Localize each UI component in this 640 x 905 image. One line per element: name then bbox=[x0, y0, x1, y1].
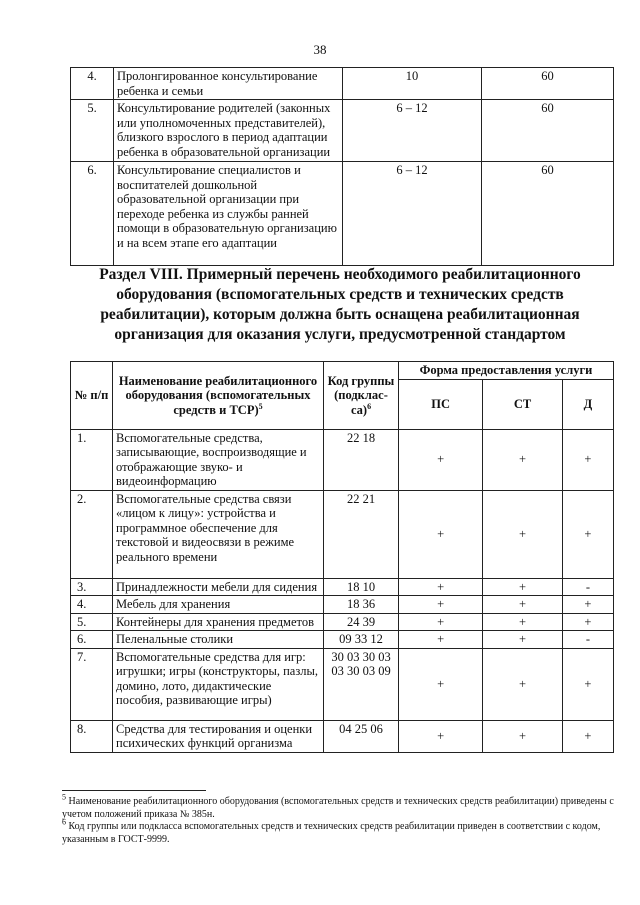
table-row bbox=[71, 162, 614, 266]
header-num: № п/п bbox=[71, 362, 113, 430]
table-row bbox=[71, 100, 614, 162]
group-code: 24 39 bbox=[324, 613, 399, 631]
ps-mark: + bbox=[399, 648, 483, 720]
ps-mark: + bbox=[399, 613, 483, 631]
equipment-name: Средства для тестирования и оценки психических функций организма bbox=[113, 720, 324, 752]
equipment-name: Вспомогательные средства связи «лицом к лицу»: устройства и программное обеспечение для текстовой и видеосвязи в режиме реального времени bbox=[113, 490, 324, 578]
row-number: 6. bbox=[71, 631, 113, 649]
header-code: Код группы (подклас-са)$^6$ bbox=[324, 362, 399, 430]
ps-mark: + bbox=[399, 631, 483, 649]
service-name: Консультирование родителей (законных или уполномоченных представителей), близкого взрослого в период адаптации ребенка в образовательной организации bbox=[114, 100, 343, 162]
table-row bbox=[71, 631, 614, 649]
header-form: Форма предоставления услуги bbox=[399, 362, 614, 380]
ps-mark: + bbox=[399, 720, 483, 752]
row-number: 4. bbox=[71, 68, 114, 100]
row-number: 3. bbox=[71, 578, 113, 596]
st-mark: + bbox=[483, 648, 563, 720]
service-name: Консультирование специалистов и воспитателей дошкольной образовательной организации при переходе ребенка из службы ранней помощи в образовательную организацию и на всем этапе его адаптации bbox=[114, 162, 343, 266]
session-count: 6 – 12 bbox=[343, 100, 482, 162]
header-ps: ПС bbox=[399, 379, 483, 429]
row-number: 8. bbox=[71, 720, 113, 752]
page-number: 38 bbox=[313, 42, 327, 57]
d-mark: + bbox=[562, 648, 613, 720]
group-code: 09 33 12 bbox=[324, 631, 399, 649]
session-count: 10 bbox=[343, 68, 482, 100]
session-duration: 60 bbox=[482, 162, 614, 266]
d-mark: + bbox=[562, 613, 613, 631]
st-mark: + bbox=[483, 631, 563, 649]
st-mark: + bbox=[483, 578, 563, 596]
table-row bbox=[71, 613, 614, 631]
service-name: Пролонгированное консультирование ребенка и семьи bbox=[114, 68, 343, 100]
equipment-name: Пеленальные столики bbox=[113, 631, 324, 649]
session-duration: 60 bbox=[482, 100, 614, 162]
group-code: 22 18 bbox=[324, 429, 399, 490]
table-row bbox=[71, 490, 614, 578]
group-code: 18 10 bbox=[324, 578, 399, 596]
d-mark: - bbox=[562, 631, 613, 649]
d-mark: + bbox=[562, 429, 613, 490]
group-code: 22 21 bbox=[324, 490, 399, 578]
session-duration: 60 bbox=[482, 68, 614, 100]
equipment-name: Вспомогательные средства, записывающие, воспроизводящие и отображающие звуко- и видеоинформацию bbox=[113, 429, 324, 490]
row-number: 6. bbox=[71, 162, 114, 266]
row-number: 2. bbox=[71, 490, 113, 578]
group-code: 18 36 bbox=[324, 596, 399, 614]
consultation-table bbox=[70, 67, 614, 266]
group-code: 30 03 30 03 03 30 03 09 bbox=[324, 648, 399, 720]
row-number: 7. bbox=[71, 648, 113, 720]
header-d: Д bbox=[562, 379, 613, 429]
st-mark: + bbox=[483, 429, 563, 490]
table-row bbox=[71, 68, 614, 100]
table-row bbox=[71, 578, 614, 596]
equipment-name: Мебель для хранения bbox=[113, 596, 324, 614]
st-mark: + bbox=[483, 596, 563, 614]
row-number: 4. bbox=[71, 596, 113, 614]
footnote-5: $^5$ Наименование реабилитационного оборудования (вспомогательных средств и технических средств реабилитации) приведены с учетом положений приказа № 385н. bbox=[62, 792, 614, 820]
equipment-name: Вспомогательные средства для игр: игрушки; игры (конструкторы, пазлы, домино, лото, дидактические пособия, развивающие игры) bbox=[113, 648, 324, 720]
table-row bbox=[71, 720, 614, 752]
table-row bbox=[71, 596, 614, 614]
ps-mark: + bbox=[399, 490, 483, 578]
ps-mark: + bbox=[399, 578, 483, 596]
table-row bbox=[71, 648, 614, 720]
d-mark: - bbox=[562, 578, 613, 596]
row-number: 5. bbox=[71, 100, 114, 162]
st-mark: + bbox=[483, 720, 563, 752]
header-row bbox=[71, 362, 614, 380]
st-mark: + bbox=[483, 613, 563, 631]
d-mark: + bbox=[562, 490, 613, 578]
header-st: СТ bbox=[483, 379, 563, 429]
section-heading: Раздел VIII. Примерный перечень необходимого реабилитационного оборудования (вспомогательных средств и технических средств реабилитации), которым должна быть оснащена реабилитационная организация для оказания услуги, предусмотренной стандартом bbox=[99, 266, 581, 343]
footnote-divider bbox=[62, 790, 206, 791]
session-count: 6 – 12 bbox=[343, 162, 482, 266]
header-name: Наименование реабилитационного оборудования (вспомогательных средств и ТСР)$^5$ bbox=[113, 362, 324, 430]
ps-mark: + bbox=[399, 429, 483, 490]
ps-mark: + bbox=[399, 596, 483, 614]
equipment-table bbox=[70, 361, 614, 753]
row-number: 1. bbox=[71, 429, 113, 490]
row-number: 5. bbox=[71, 613, 113, 631]
footnote-6: $^6$ Код группы или подкласса вспомогательных средств и технических средств реабилитации приведен в соответствии с кодом, указанным в ГОСТ-9999. bbox=[62, 817, 601, 845]
table-row bbox=[71, 429, 614, 490]
equipment-name: Контейнеры для хранения предметов bbox=[113, 613, 324, 631]
d-mark: + bbox=[562, 596, 613, 614]
equipment-name: Принадлежности мебели для сидения bbox=[113, 578, 324, 596]
group-code: 04 25 06 bbox=[324, 720, 399, 752]
footnotes bbox=[62, 792, 618, 846]
d-mark: + bbox=[562, 720, 613, 752]
st-mark: + bbox=[483, 490, 563, 578]
